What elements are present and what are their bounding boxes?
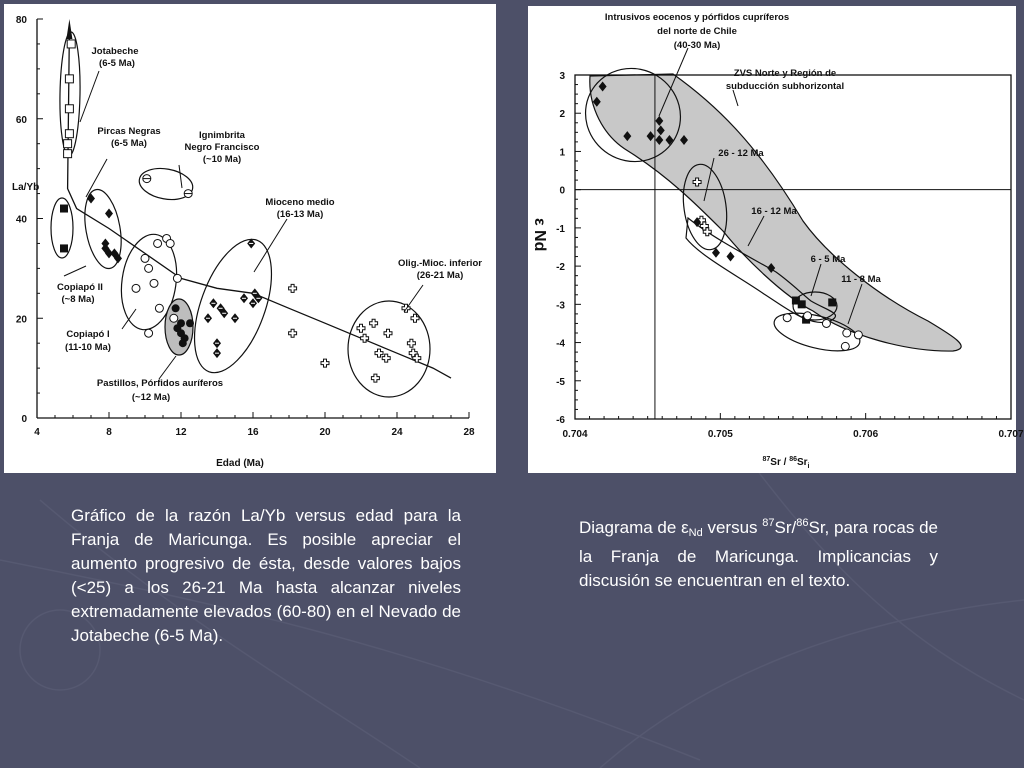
data-point bbox=[65, 105, 73, 113]
y-tick-label: 20 bbox=[15, 314, 27, 326]
data-point bbox=[155, 304, 163, 312]
label-copiapo-i-age: (11-10 Ma) bbox=[65, 342, 111, 353]
x-tick-label: 24 bbox=[391, 427, 403, 438]
x-axis-label: Edad (Ma) bbox=[216, 458, 264, 469]
y-tick-label: -5 bbox=[556, 376, 565, 388]
caption-end-sr: Diagrama de $\varepsilon_{Nd}$ versus $^{87}$Sr/$^{86}$Sr, para rocas de la Franja de Maricunga. Implicancias y discusión se encuentran en el texto. bbox=[579, 517, 938, 590]
y-tick-label: -1 bbox=[556, 223, 565, 235]
y-tick-label: -3 bbox=[556, 300, 565, 312]
data-point bbox=[105, 209, 113, 219]
y-tick-label: 2 bbox=[559, 109, 565, 121]
svg-text:ε Nd: ε Nd bbox=[531, 218, 548, 252]
data-point bbox=[822, 319, 830, 327]
data-point bbox=[240, 293, 248, 303]
data-point bbox=[172, 304, 180, 312]
data-point bbox=[213, 348, 221, 358]
y-tick-label: 80 bbox=[15, 15, 27, 26]
x-tick-label: 20 bbox=[319, 427, 331, 438]
trend-arrow-head bbox=[66, 19, 72, 39]
label-jotabeche: Jotabeche bbox=[91, 46, 139, 57]
data-point bbox=[179, 339, 187, 347]
data-point bbox=[321, 359, 329, 367]
label-pircas-negras: Pircas Negras bbox=[97, 126, 161, 137]
x-tick-label: 12 bbox=[175, 427, 187, 438]
label-subduccion: subducción subhorizontal bbox=[725, 81, 845, 92]
label-intrusivos: Intrusivos eocenos y pórfidos cupríferos bbox=[604, 12, 790, 23]
data-point bbox=[150, 279, 158, 287]
data-point bbox=[154, 239, 162, 247]
label-olig-mioc-age: (26-21 Ma) bbox=[416, 270, 464, 281]
data-point bbox=[804, 312, 812, 320]
x-tick-label: 0.706 bbox=[853, 429, 879, 440]
data-point bbox=[209, 298, 217, 308]
caption-la-yb: Gráfico de la razón La/Yb versus edad para la Franja de Maricunga. Es posible apreciar el aumento progresivo de ésta, desde valores bajos (<25) a los 26-21 Ma hasta alcanzar niveles extremadamente elevados (60-80) en el Nevado de Jotabeche (6-5 Ma). bbox=[71, 506, 461, 645]
data-point bbox=[173, 274, 181, 282]
data-point bbox=[357, 324, 365, 332]
x-tick-label: 0.705 bbox=[707, 429, 733, 440]
label-11-8: 11 - 8 Ma bbox=[841, 274, 881, 285]
data-point bbox=[727, 252, 735, 262]
data-point bbox=[186, 319, 194, 327]
data-point bbox=[843, 329, 851, 337]
y-tick-label: 60 bbox=[15, 114, 27, 126]
region-olig-mioc bbox=[348, 301, 430, 397]
end-sr-chart-panel bbox=[528, 6, 1024, 473]
data-point bbox=[289, 329, 297, 337]
data-point bbox=[170, 314, 178, 322]
x-axis-label: $^{87}Sr / ^{86}Sr_i$ bbox=[762, 456, 810, 470]
label-pastillos-age: (~12 Ma) bbox=[131, 392, 171, 403]
data-point bbox=[854, 331, 862, 339]
data-point bbox=[783, 314, 791, 322]
data-point bbox=[141, 254, 149, 262]
data-point bbox=[87, 194, 95, 204]
y-tick-label: 40 bbox=[15, 214, 27, 226]
label-pastillos: Pastillos, Pórfidos auríferos bbox=[96, 378, 224, 389]
data-point bbox=[384, 329, 392, 337]
y-tick-label: 3 bbox=[559, 71, 565, 82]
x-tick-label: 4 bbox=[34, 427, 40, 438]
label-16-12: 16 - 12 Ma bbox=[751, 206, 797, 217]
data-point bbox=[184, 190, 192, 198]
x-tick-label: 8 bbox=[106, 427, 112, 438]
label-26-12: 26 - 12 Ma bbox=[718, 148, 764, 159]
data-point bbox=[60, 205, 68, 213]
label-copiapo-ii: Copiapó II bbox=[57, 282, 103, 293]
data-point bbox=[841, 342, 849, 350]
data-point bbox=[64, 150, 72, 158]
y-tick-label: 1 bbox=[559, 147, 565, 159]
label-intrusivos-age: (40-30 Ma) bbox=[673, 40, 721, 51]
data-point bbox=[204, 313, 212, 323]
label-mioceno-medio-age: (16-13 Ma) bbox=[276, 209, 324, 220]
data-point bbox=[407, 339, 415, 347]
data-point bbox=[213, 338, 221, 348]
data-point bbox=[143, 175, 151, 183]
data-point bbox=[64, 140, 72, 148]
data-point bbox=[166, 239, 174, 247]
y-axis-label: La/Yb bbox=[12, 182, 40, 193]
y-tick-label: 0 bbox=[559, 185, 565, 197]
data-point bbox=[65, 75, 73, 83]
y-tick-label: 0 bbox=[21, 414, 27, 425]
label-mioceno-medio: Mioceno medio bbox=[265, 197, 335, 208]
label-jotabeche-age: (6-5 Ma) bbox=[99, 58, 135, 69]
end-vs-sr-chart bbox=[528, 6, 1024, 473]
region-mioceno-medio bbox=[179, 229, 287, 382]
x-tick-label: 16 bbox=[247, 427, 259, 438]
label-olig-mioc: Olig.-Mioc. inferior bbox=[398, 258, 482, 269]
la-yb-vs-age-chart bbox=[4, 4, 496, 473]
data-point bbox=[145, 264, 153, 272]
data-point bbox=[370, 319, 378, 327]
data-point bbox=[132, 284, 140, 292]
label-ignimbrita-age: (~10 Ma) bbox=[202, 154, 242, 165]
data-point bbox=[289, 284, 297, 292]
label-zvs-norte: ZVS Norte y Región de bbox=[733, 68, 837, 79]
label-copiapo-i: Copiapó I bbox=[66, 329, 110, 340]
x-tick-label: 0.704 bbox=[562, 429, 588, 440]
y-tick-label: -4 bbox=[556, 338, 565, 350]
y-tick-label: -6 bbox=[556, 415, 565, 426]
data-point bbox=[382, 354, 390, 362]
x-tick-label: 0.707 bbox=[998, 429, 1024, 440]
la-yb-chart-panel bbox=[4, 4, 496, 473]
label-negro-francisco: Negro Francisco bbox=[184, 142, 260, 153]
data-point bbox=[375, 349, 383, 357]
data-point bbox=[231, 313, 239, 323]
label-ignimbrita: Ignimbrita bbox=[199, 130, 245, 141]
label-norte-chile: del norte de Chile bbox=[657, 26, 737, 37]
x-tick-label: 28 bbox=[463, 427, 475, 438]
data-point bbox=[173, 324, 181, 332]
data-point bbox=[60, 244, 68, 252]
data-point bbox=[371, 374, 379, 382]
label-copiapo-ii-age: (~8 Ma) bbox=[61, 294, 95, 305]
data-point bbox=[65, 130, 73, 138]
y-tick-label: -2 bbox=[556, 262, 565, 274]
y-axis-label bbox=[531, 218, 548, 251]
data-point bbox=[145, 329, 153, 337]
data-point bbox=[67, 40, 75, 48]
label-pircas-negras-age: (6-5 Ma) bbox=[111, 138, 147, 149]
label-6-5: 6 - 5 Ma bbox=[810, 254, 846, 265]
data-point bbox=[828, 298, 836, 306]
data-point bbox=[798, 300, 806, 308]
